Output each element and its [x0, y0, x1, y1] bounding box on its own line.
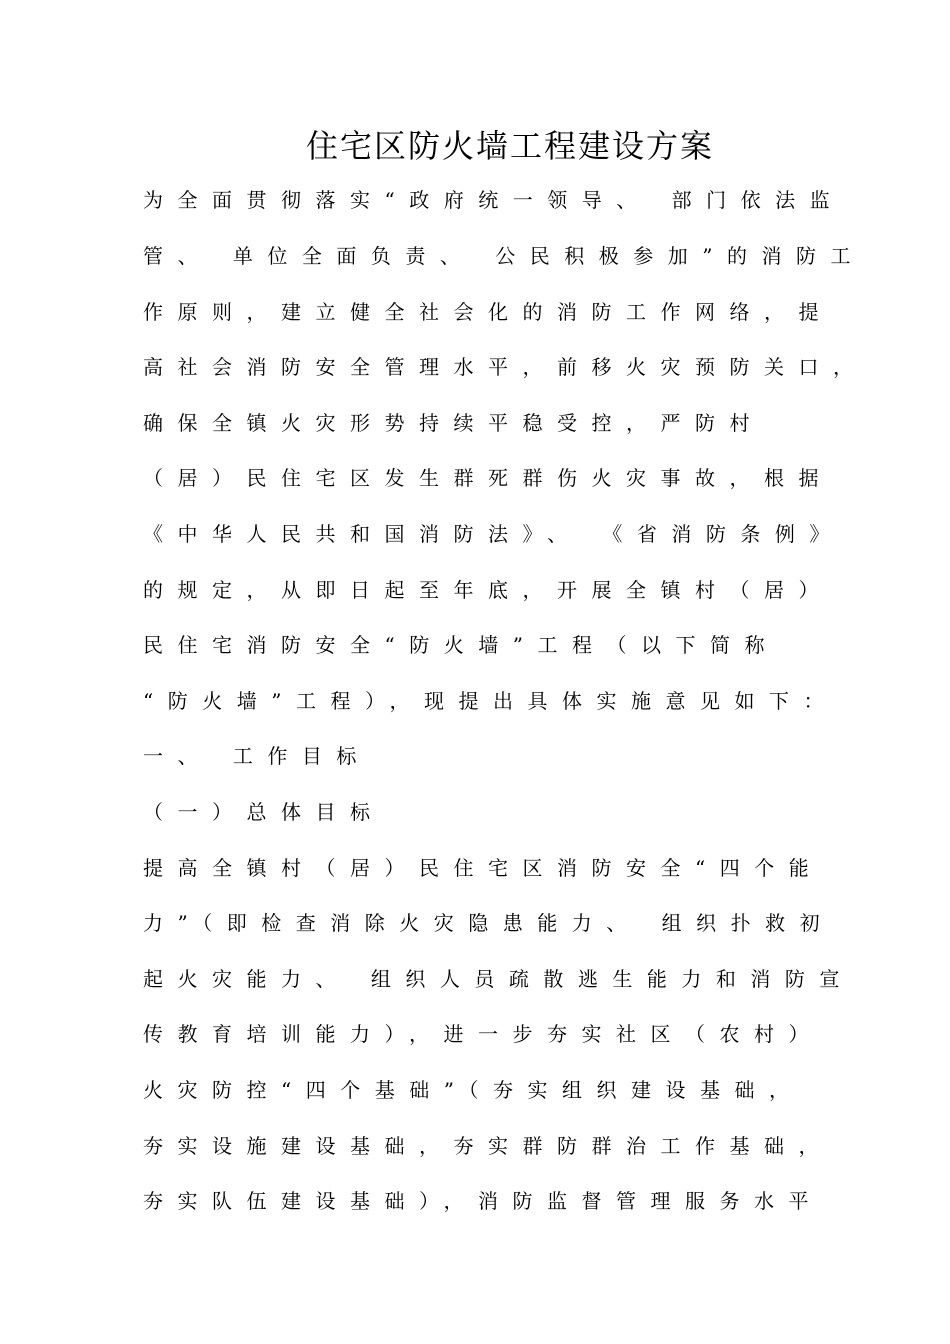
section-heading: 一、 工作目标: [143, 744, 371, 768]
body-line-19: 夯实队伍建设基础），消防监督管理服务水平: [143, 1189, 823, 1213]
body-line-13: 提高全镇村（居）民住宅区消防安全“四个能: [143, 856, 824, 880]
body-line-2: 管、 单位全面负责、 公民积极参加”的消防工: [143, 244, 865, 268]
body-line-7: 《中华人民共和国消防法》、 《省消防条例》: [143, 522, 844, 546]
body-line-6: （居）民住宅区发生群死群伤火灾事故，根据: [143, 466, 833, 490]
body-line-4: 高社会消防安全管理水平，前移火灾预防关口，: [143, 355, 868, 379]
body-line-8: 的规定，从即日起至年底，开展全镇村（居）: [143, 578, 833, 602]
body-line-1: 为全面贯彻落实“政府统一领导、 部门依法监: [143, 188, 845, 212]
body-line-9: 民住宅消防安全“防火墙”工程（以下简称: [143, 633, 779, 657]
body-line-17: 火灾防控“四个基础”（夯实组织建设基础，: [143, 1078, 804, 1102]
body-line-10: “防火墙”工程），现提出具体实施意见如下：: [143, 689, 838, 713]
body-line-5: 确保全镇火灾形势持续平稳受控，严防村: [143, 411, 764, 435]
body-line-16: 传教育培训能力），进一步夯实社区（农村）: [143, 1022, 823, 1046]
subsection-heading: （一）总体目标: [143, 800, 385, 824]
body-line-14: 力”（即检查消除火灾隐患能力、 组织扑救初: [143, 911, 835, 935]
document-title: 住宅区防火墙工程建设方案: [305, 127, 714, 165]
body-line-15: 起火灾能力、 组织人员疏散逃生能力和消防宣: [143, 967, 854, 991]
body-line-18: 夯实设施建设基础，夯实群防群治工作基础，: [143, 1134, 833, 1158]
body-line-3: 作原则，建立健全社会化的消防工作网络，提: [143, 300, 833, 324]
